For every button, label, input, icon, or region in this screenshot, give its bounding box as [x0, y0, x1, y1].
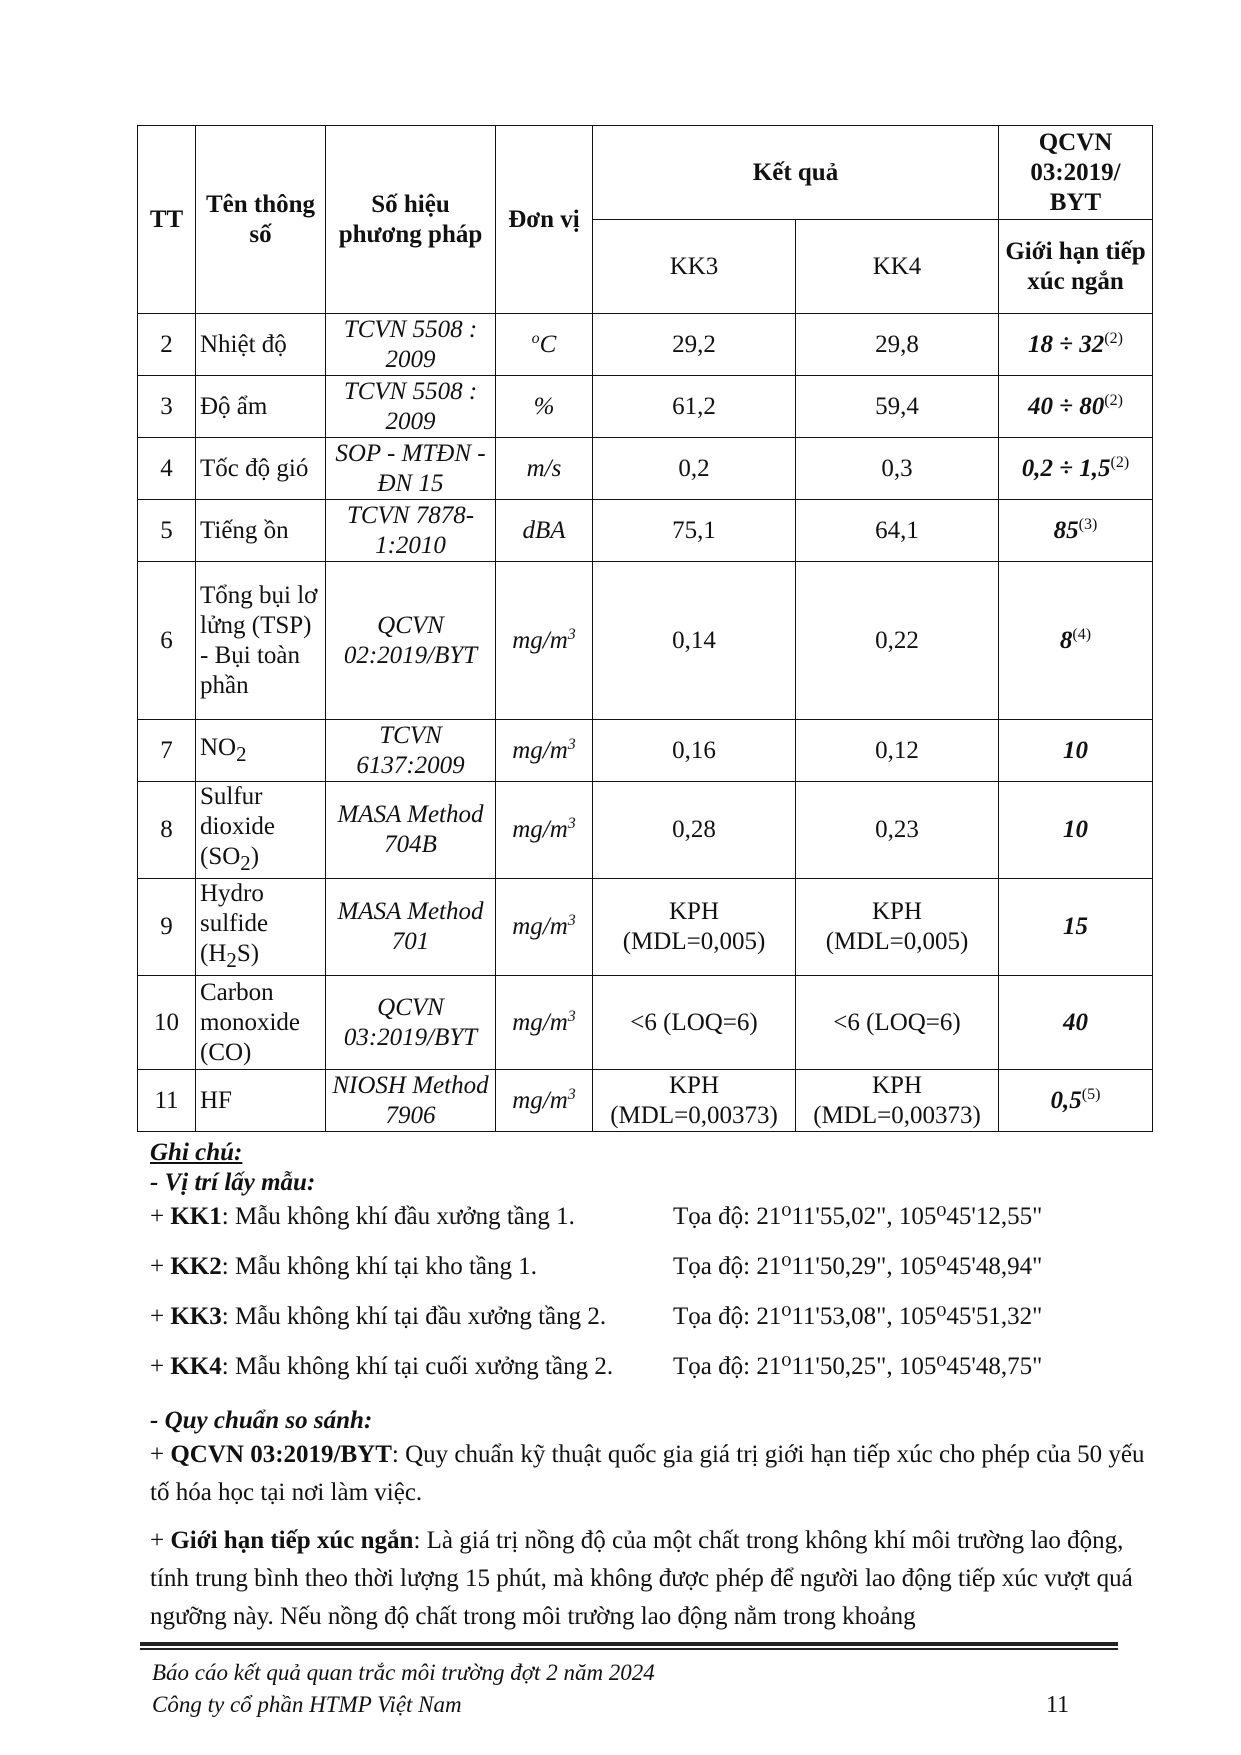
cell-limit [999, 314, 1153, 376]
cell-limit [999, 500, 1153, 562]
locations-heading: - Vị trí lấy mẫu: [150, 1169, 316, 1196]
cell-tt: 11 [138, 1070, 196, 1132]
cell-name [196, 314, 326, 376]
name-text: Tiếng ồn [200, 516, 289, 544]
cell-method: QCVN 03:2019/BYT [326, 976, 496, 1070]
name-text: Carbon monoxide (CO) [200, 978, 300, 1066]
cell-tt: 10 [138, 976, 196, 1070]
unit-superscript: 3 [567, 625, 576, 643]
limit-value: 10 [1063, 816, 1088, 843]
cell-limit [999, 782, 1153, 879]
cell-unit [496, 720, 593, 782]
cell-kk3: 0,16 [593, 720, 796, 782]
cell-kk4: 0,12 [796, 720, 999, 782]
location-code: KK3 [170, 1303, 222, 1330]
limit-value: 40 [1063, 1008, 1088, 1036]
cell-kk4: <6 (LOQ=6) [796, 976, 999, 1070]
cell-tt: 9 [138, 879, 196, 976]
table-body [138, 314, 1153, 1132]
cell-kk4: 0,22 [796, 562, 999, 720]
cell-tt: 4 [138, 438, 196, 500]
cell-method: SOP - MTĐN - ĐN 15 [326, 438, 496, 500]
cell-name [196, 879, 326, 976]
location-desc: : Mẫu không khí tại cuối xưởng tầng 2. [221, 1353, 614, 1380]
location-item [150, 1302, 1150, 1352]
header-name: Tên thông số [196, 126, 326, 314]
cell-name [196, 500, 326, 562]
name-text: NO [200, 733, 237, 761]
standards-heading: - Quy chuẩn so sánh: [150, 1407, 373, 1434]
cell-kk3: 29,2 [593, 314, 796, 376]
header-tt: TT [138, 126, 196, 314]
cell-unit [496, 782, 593, 879]
cell-tt: 7 [138, 720, 196, 782]
unit-text: m/s [526, 454, 562, 482]
cell-tt: 6 [138, 562, 196, 720]
location-code: KK2 [170, 1253, 222, 1280]
table-row [138, 438, 1153, 500]
cell-name [196, 782, 326, 879]
location-label: + KK2: Mẫu không khí tại kho tầng 1. [150, 1253, 538, 1280]
cell-kk4: 64,1 [796, 500, 999, 562]
limit-note: (2) [1104, 329, 1123, 347]
cell-limit [999, 879, 1153, 976]
cell-tt: 8 [138, 782, 196, 879]
limit-note: (2) [1104, 391, 1123, 409]
cell-unit [496, 376, 593, 438]
standard-text: : Quy chuẩn kỹ thuật quốc gia giá trị giới hạn tiếp xúc cho phép của 50 yếu tố hóa học tại nơi làm việc. [150, 1441, 1145, 1506]
cell-unit [496, 562, 593, 720]
cell-name [196, 376, 326, 438]
cell-name [196, 976, 326, 1070]
cell-tt: 3 [138, 376, 196, 438]
limit-value: 8 [1059, 626, 1073, 654]
cell-kk4: 0,23 [796, 782, 999, 879]
location-code: KK1 [170, 1203, 222, 1230]
unit-superscript: 3 [567, 1085, 576, 1103]
limit-value: 18 ÷ 32 [1028, 330, 1105, 358]
name-subscript: 2 [226, 948, 237, 972]
cell-kk4: KPH (MDL=0,005) [796, 879, 999, 976]
table-row [138, 500, 1153, 562]
table-row [138, 976, 1153, 1070]
cell-kk3: KPH (MDL=0,005) [593, 879, 796, 976]
footer-company: Công ty cổ phần HTMP Việt Nam [152, 1692, 462, 1717]
cell-kk3: 0,2 [593, 438, 796, 500]
location-desc: : Mẫu không khí tại kho tầng 1. [221, 1253, 538, 1280]
name-suffix: ) [250, 843, 260, 870]
standard-item: + Giới hạn tiếp xúc ngắn: Là giá trị nồng độ của một chất trong không khí môi trường lao động, tính trung bình theo thời lượng 15 phút, mà không được phép để người lao động tiếp xúc vượt quá ngưỡng này. Nếu nồng độ chất trong môi trường lao động nằm trong khoảng [150, 1527, 1133, 1630]
cell-unit [496, 500, 593, 562]
location-coord: Tọa độ: 21⁰11'50,29", 105⁰45'48,94" [673, 1253, 1043, 1280]
results-table [137, 125, 1153, 1132]
footer-report-title: Báo cáo kết quả quan trắc môi trường đợt 2 năm 2024 [152, 1660, 655, 1685]
cell-kk4: 59,4 [796, 376, 999, 438]
location-list [150, 1202, 1150, 1402]
location-label: + KK1: Mẫu không khí đầu xưởng tầng 1. [150, 1203, 575, 1230]
limit-value: 15 [1063, 913, 1088, 940]
cell-kk3: 0,14 [593, 562, 796, 720]
page-number: 11 [1046, 1692, 1070, 1718]
unit-superscript: 3 [567, 815, 576, 832]
standard-term: QCVN 03:2019/BYT [170, 1441, 392, 1468]
unit-text: % [533, 392, 555, 420]
cell-method: TCVN 5508 : 2009 [326, 314, 496, 376]
location-desc: : Mẫu không khí đầu xưởng tầng 1. [221, 1203, 575, 1230]
location-item [150, 1352, 1150, 1402]
cell-tt: 2 [138, 314, 196, 376]
cell-unit [496, 879, 593, 976]
limit-note: (5) [1081, 1085, 1101, 1103]
cell-name [196, 562, 326, 720]
name-text: Độ ẩm [200, 392, 268, 420]
unit-text: mg/m [512, 736, 568, 764]
cell-method: MASA Method 701 [326, 879, 496, 976]
cell-method: TCVN 7878-1:2010 [326, 500, 496, 562]
name-suffix: S) [236, 940, 260, 967]
cell-limit [999, 720, 1153, 782]
cell-kk3: 75,1 [593, 500, 796, 562]
cell-method: NIOSH Method 7906 [326, 1070, 496, 1132]
cell-unit [496, 438, 593, 500]
header-method: Số hiệu phương pháp [326, 126, 496, 314]
table-row [138, 376, 1153, 438]
name-text: Tốc độ gió [200, 454, 309, 482]
table-row [138, 314, 1153, 376]
cell-unit [496, 1070, 593, 1132]
standards-list [150, 1436, 1150, 1636]
cell-kk3: 61,2 [593, 376, 796, 438]
unit-text: dBA [522, 516, 566, 544]
location-coord: Tọa độ: 21⁰11'50,25", 105⁰45'48,75" [673, 1353, 1043, 1380]
header-qcvn: QCVN 03:2019/ BYT [999, 126, 1153, 220]
cell-limit [999, 376, 1153, 438]
cell-name [196, 1070, 326, 1132]
cell-tt: 5 [138, 500, 196, 562]
standard-term: Giới hạn tiếp xúc ngắn [170, 1527, 414, 1554]
name-subscript: 2 [240, 851, 251, 875]
notes-section [150, 1138, 1150, 1646]
cell-kk3: <6 (LOQ=6) [593, 976, 796, 1070]
location-label: + KK4: Mẫu không khí tại cuối xưởng tầng 2. [150, 1353, 614, 1380]
cell-unit [496, 314, 593, 376]
cell-name [196, 438, 326, 500]
standard-item: + QCVN 03:2019/BYT: Quy chuẩn kỹ thuật quốc gia giá trị giới hạn tiếp xúc cho phép của 50 yếu tố hóa học tại nơi làm việc. [150, 1441, 1145, 1506]
location-label: + KK3: Mẫu không khí tại đầu xưởng tầng 2. [150, 1303, 607, 1330]
location-coord: Tọa độ: 21⁰11'53,08", 105⁰45'51,32" [673, 1303, 1043, 1330]
location-item [150, 1252, 1150, 1302]
footer-divider [140, 1642, 1118, 1646]
cell-limit [999, 562, 1153, 720]
header-kk3: KK3 [593, 220, 796, 314]
location-desc: : Mẫu không khí tại đầu xưởng tầng 2. [221, 1303, 607, 1330]
unit-text: mg/m [512, 626, 568, 654]
unit-superscript: 3 [567, 912, 576, 929]
limit-value: 10 [1063, 736, 1088, 764]
unit-text: mg/m [512, 1086, 568, 1114]
name-text: Sulfur dioxide (SO [200, 783, 275, 870]
name-text: Hydro sulfide (H [200, 880, 269, 967]
limit-value: 40 ÷ 80 [1028, 392, 1105, 420]
table-row [138, 879, 1153, 976]
limit-value: 0,2 ÷ 1,5 [1021, 454, 1111, 482]
header-result: Kết quả [593, 126, 999, 220]
limit-note: (2) [1110, 453, 1130, 471]
notes-title: Ghi chú: [150, 1139, 243, 1166]
cell-kk4: 0,3 [796, 438, 999, 500]
header-unit: Đơn vị [496, 126, 593, 314]
cell-method: MASA Method 704B [326, 782, 496, 879]
table-row [138, 1070, 1153, 1132]
unit-superscript: 3 [567, 1007, 576, 1025]
limit-note: (4) [1072, 625, 1092, 643]
table-row [138, 720, 1153, 782]
cell-limit [999, 438, 1153, 500]
cell-kk3: 0,28 [593, 782, 796, 879]
cell-method: TCVN 6137:2009 [326, 720, 496, 782]
table-row [138, 562, 1153, 720]
name-text: HF [200, 1086, 232, 1114]
unit-text: mg/m [512, 913, 568, 940]
location-item [150, 1202, 1150, 1252]
cell-method: QCVN 02:2019/BYT [326, 562, 496, 720]
location-coord: Tọa độ: 21⁰11'55,02", 105⁰45'12,55" [673, 1203, 1043, 1230]
unit-text: mg/m [512, 816, 568, 843]
footer-divider-thin [140, 1648, 1118, 1650]
cell-unit [496, 976, 593, 1070]
unit-prefix: o [531, 329, 540, 347]
cell-method: TCVN 5508 : 2009 [326, 376, 496, 438]
name-subscript: 2 [236, 741, 247, 766]
location-code: KK4 [170, 1353, 222, 1380]
limit-value: 0,5 [1050, 1086, 1082, 1114]
header-limit: Giới hạn tiếp xúc ngắn [999, 220, 1153, 314]
name-text: Nhiệt độ [200, 330, 287, 358]
table-row [138, 782, 1153, 879]
unit-text: mg/m [512, 1008, 568, 1036]
cell-kk4: 29,8 [796, 314, 999, 376]
cell-limit [999, 976, 1153, 1070]
header-kk4: KK4 [796, 220, 999, 314]
name-text: Tổng bụi lơ lửng (TSP) - Bụi toàn phần [200, 581, 318, 699]
limit-note: (3) [1078, 515, 1098, 533]
cell-kk3: KPH (MDL=0,00373) [593, 1070, 796, 1132]
cell-kk4: KPH (MDL=0,00373) [796, 1070, 999, 1132]
unit-superscript: 3 [567, 735, 576, 753]
cell-limit [999, 1070, 1153, 1132]
unit-text: C [539, 330, 557, 358]
limit-value: 85 [1053, 516, 1079, 544]
standard-text: : Là giá trị nồng độ của một chất trong không khí môi trường lao động, tính trung bình theo thời lượng 15 phút, mà không được phép để người lao động tiếp xúc vượt quá ngưỡng này. Nếu nồng độ chất trong môi trường lao động nằm trong khoảng [150, 1527, 1133, 1630]
cell-name [196, 720, 326, 782]
